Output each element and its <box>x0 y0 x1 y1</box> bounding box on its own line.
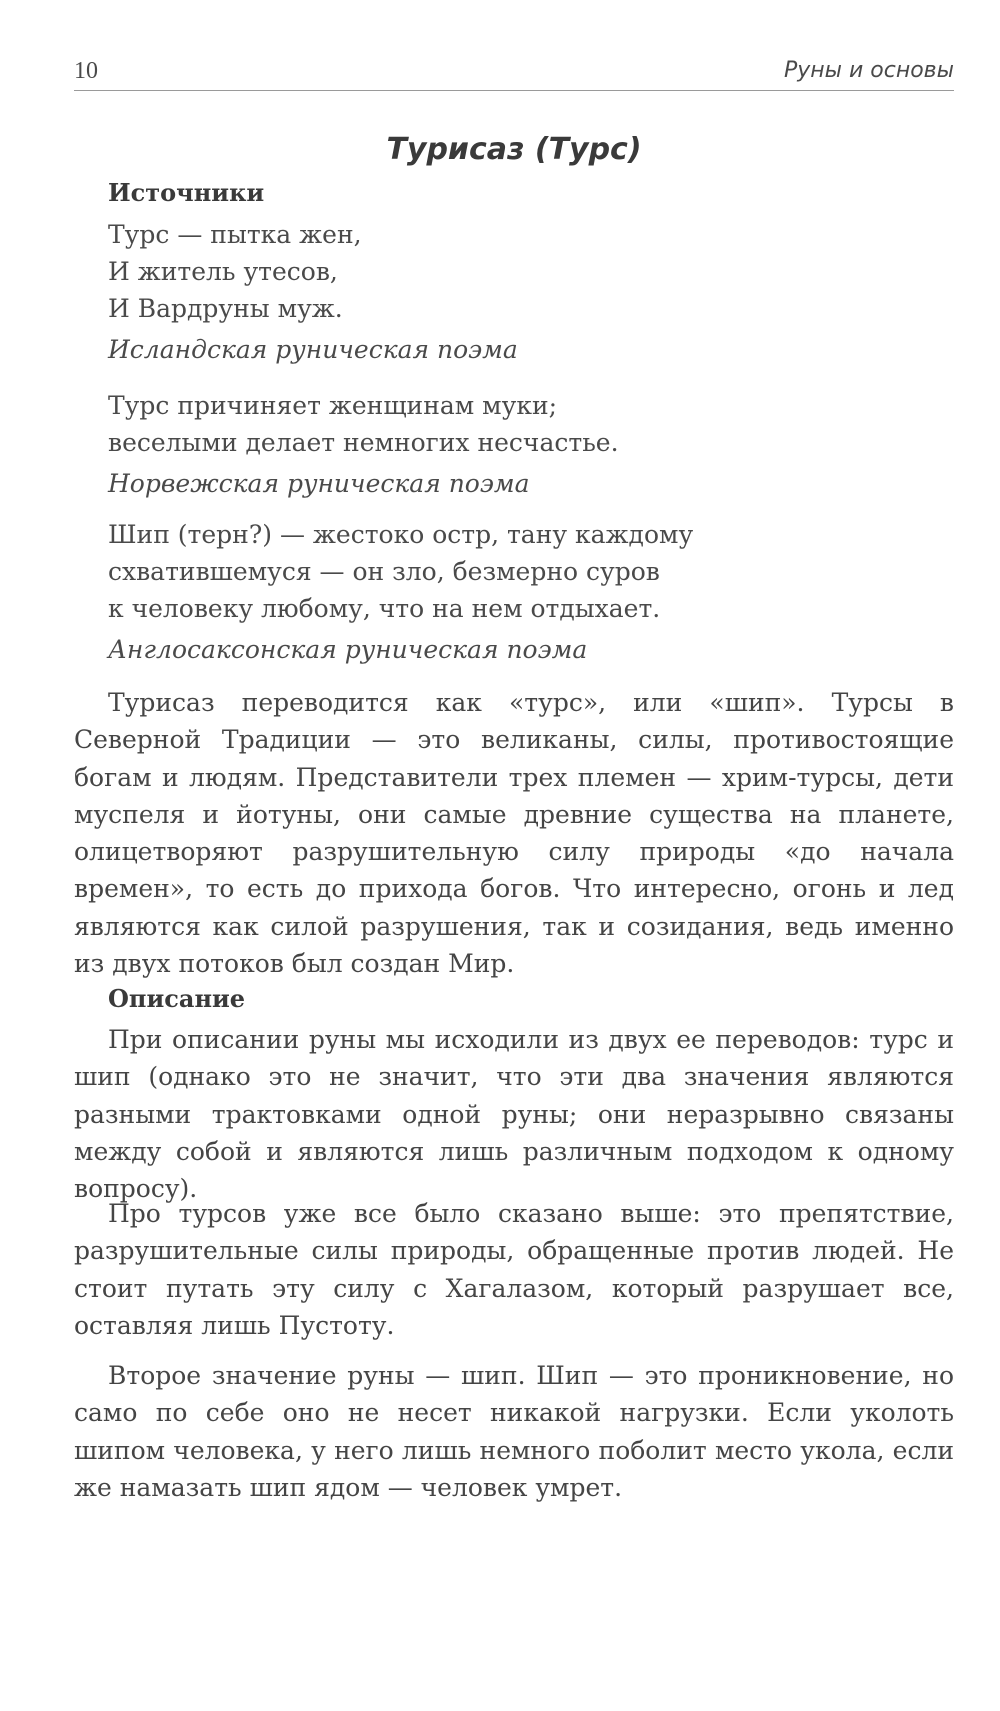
paragraph-text: Второе значение руны — шип. Шип — это проникновение, но само по себе оно не несет никакой нагрузки. Если уколоть шипом человека, у него лишь немного поболит место укола, если же намазать шип ядом — человек умрет. <box>74 1361 954 1502</box>
poem-source: Норвежская руническая поэма <box>108 469 530 498</box>
paragraph-text: Про турсов уже все было сказано выше: это препятствие, разрушительные силы природы, обращенные против людей. Не стоит путать эту силу с Хагалазом, который разрушает все, оставляя лишь Пустоту. <box>74 1199 954 1340</box>
poem-line: к человеку любому, что на нем отдыхает. <box>108 594 661 623</box>
poem-line: Турс — пытка жен, <box>108 220 362 249</box>
poem-anglosaxon <box>108 516 928 668</box>
intro-paragraph-text: Турисаз переводится как «турс», или «шип». Турсы в Северной Традиции — это великаны, силы, противостоящие богам и людям. Представители трех племен — хрим-турсы, дети муспеля и йотуны, они самые древние существа на планете, олицетворяют разрушительную силу природы «до начала времен», то есть до прихода богов. Что интересно, огонь и лед являются как силой разрушения, так и созидания, ведь именно из двух потоков был создан Мир. <box>74 688 954 979</box>
poem-line: схватившемуся — он зло, безмерно суров <box>108 557 660 586</box>
description-paragraph-2 <box>74 1195 954 1344</box>
poem-line: Шип (терн?) — жестоко остр, тану каждому <box>108 520 694 549</box>
poem-line: И Вардруны муж. <box>108 294 343 323</box>
poem-norwegian <box>108 387 928 502</box>
running-title: Руны и основы <box>783 58 954 83</box>
poem-source: Исландская руническая поэма <box>108 335 518 364</box>
intro-paragraph <box>74 684 954 982</box>
poem-icelandic <box>108 216 928 368</box>
poem-line: веселыми делает немногих несчастье. <box>108 428 619 457</box>
description-paragraph-1 <box>74 1021 954 1207</box>
running-header <box>74 58 954 91</box>
poem-line: И житель утесов, <box>108 257 338 286</box>
page-number: 10 <box>74 58 98 84</box>
poem-source: Англосаксонская руническая поэма <box>108 635 588 664</box>
sources-heading: Источники <box>108 178 265 207</box>
description-heading: Описание <box>108 984 246 1013</box>
poem-line: Турс причиняет женщинам муки; <box>108 391 558 420</box>
description-paragraph-3 <box>74 1357 954 1506</box>
chapter-title: Турисаз (Турс) <box>386 132 642 167</box>
paragraph-text: При описании руны мы исходили из двух ее переводов: турс и шип (однако это не значит, что эти два значения являются разными трактовками одной руны; они неразрывно связаны между собой и являются лишь различным подходом к одному вопросу). <box>74 1025 954 1204</box>
